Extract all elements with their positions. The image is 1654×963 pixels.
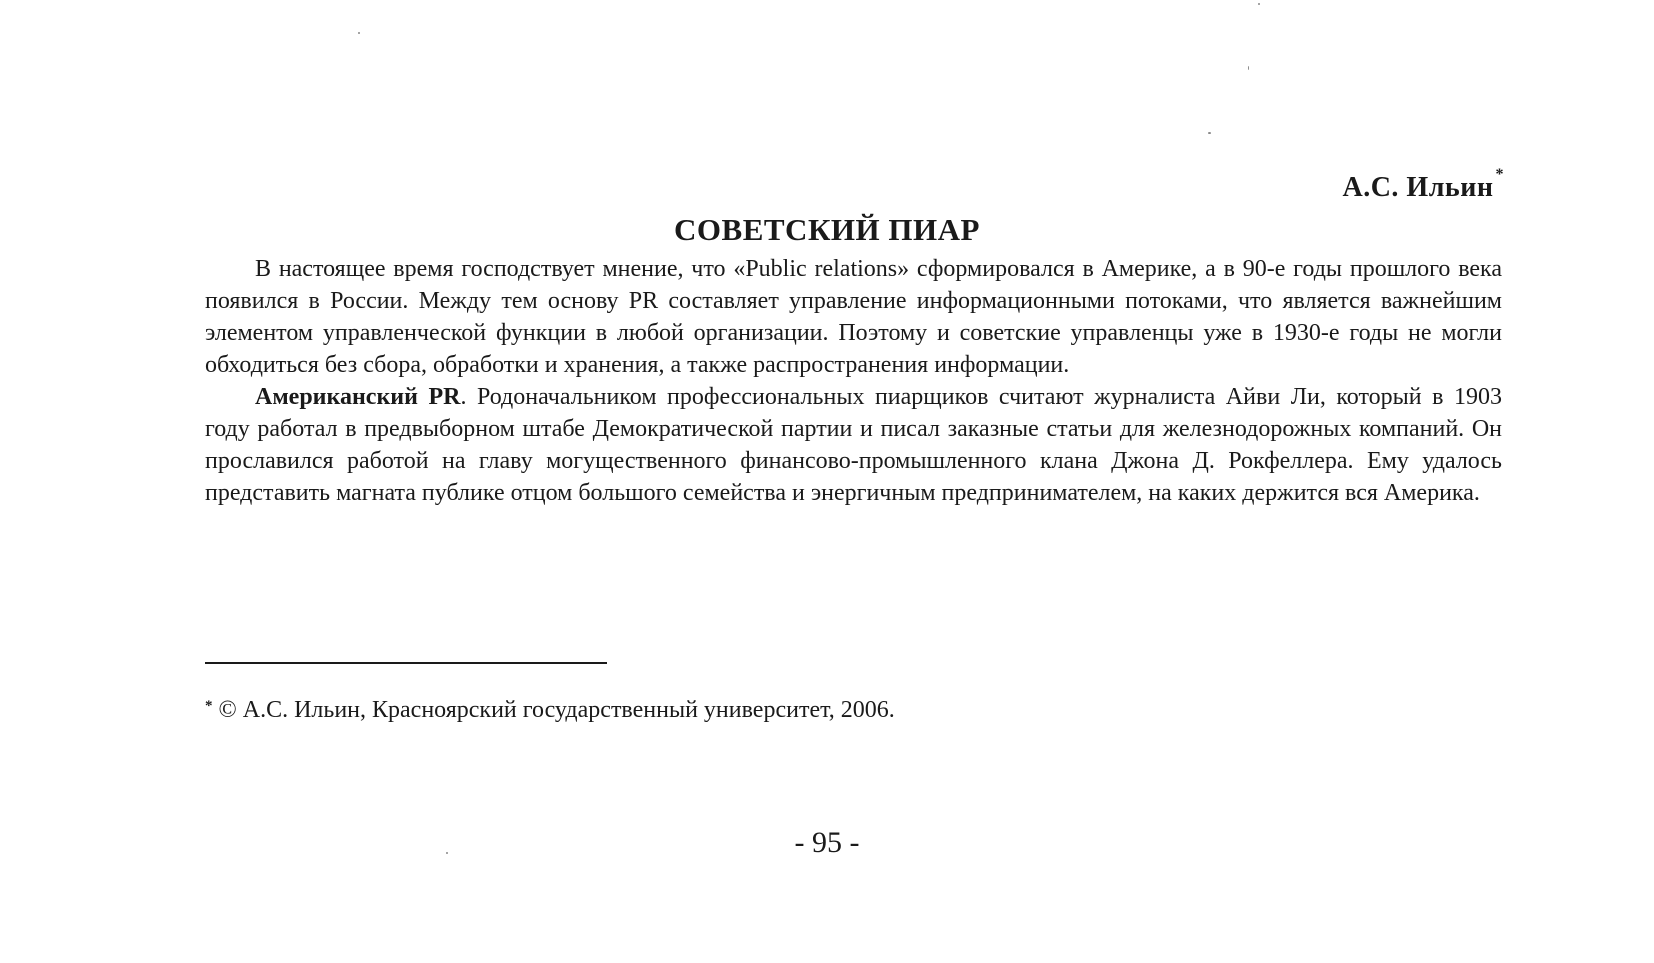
footnote-mark: * [205,698,213,714]
scan-speck [1208,132,1211,134]
footnote [205,694,895,726]
paragraph-intro [205,253,1502,381]
article-body [205,253,1502,509]
page-number: - 95 - [794,826,860,859]
author-name [1342,166,1504,204]
author-text: А.С. Ильин [1342,172,1494,203]
paragraph-lead-heading: Американский PR [255,384,461,410]
scan-speck [358,32,360,34]
paragraph-intro-text: В настоящее время господствует мнение, что «Public relations» сформировался в Америке, а в 90-е годы прошлого века появился в России. Между тем основу PR составляет управление информационными потоками, что является важнейшим элементом управленческой функции в любой организации. Поэтому и советские управленцы уже в 1930-е годы не могли обходиться без сбора, обработки и хранения, а также распространения информации. [205,256,1502,378]
paragraph-american-pr [205,381,1502,509]
paragraph-american-pr-text: . Родоначальником профессиональных пиарщиков считают журналиста Айви Ли, который в 1903 году работал в предвыборном штабе Демократической партии и писал заказные статьи для железнодорожных компаний. Он прославился работой на главу могущественного финансово-промышленного клана Джона Д. Рокфеллера. Ему удалось представить магната публике отцом большого семейства и энергичным предпринимателем, на каких держится вся Америка. [205,384,1503,506]
scan-speck [1258,3,1260,5]
footnote-divider [205,662,607,664]
author-footnote-mark: * [1495,166,1504,183]
article-title: СОВЕТСКИЙ ПИАР [674,212,980,247]
scan-speck [1248,66,1249,70]
footnote-text: © А.С. Ильин, Красноярский государственный университет, 2006. [218,697,895,723]
